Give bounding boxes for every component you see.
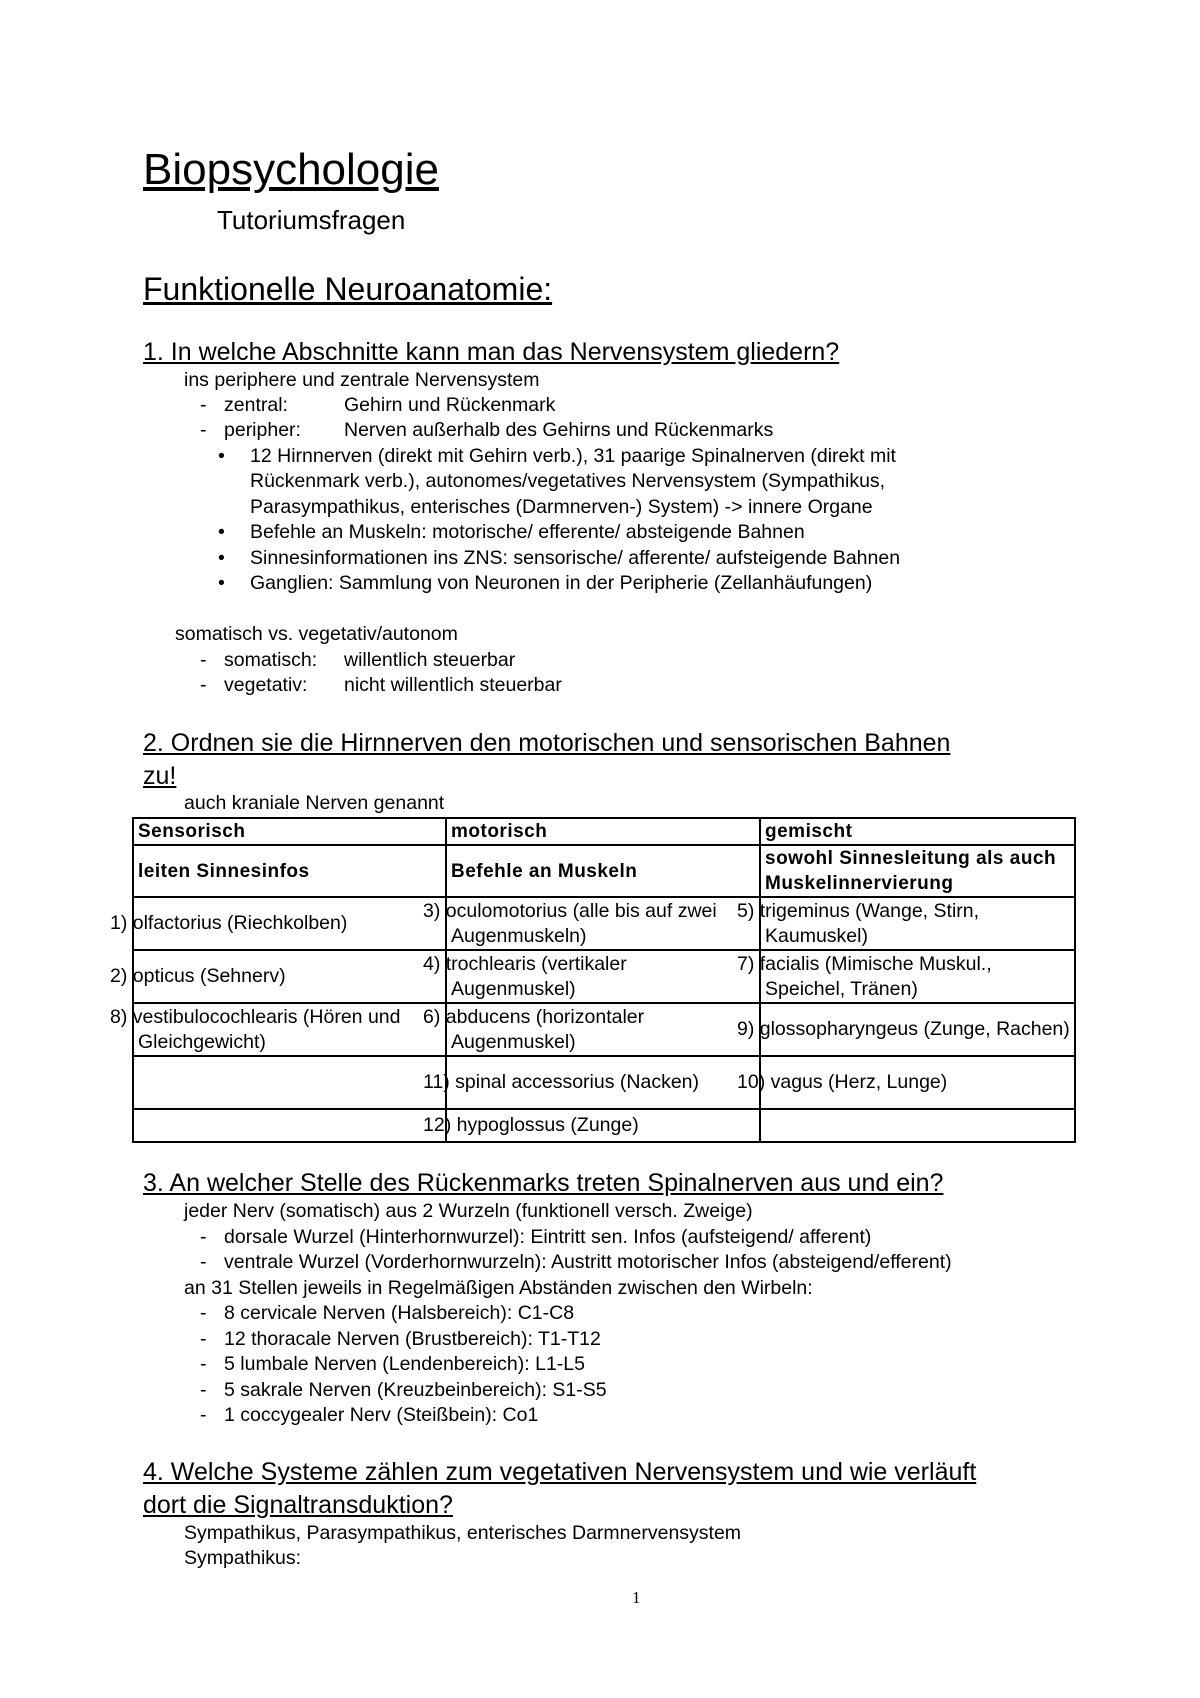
q1-zentral: - zentral: Gehirn und Rückenmark: [200, 394, 556, 416]
table-cell: 1) olfactorius (Riechkolben): [133, 897, 446, 950]
table-row: [133, 1056, 1075, 1109]
table-header: gemischt: [760, 818, 1075, 845]
table-cell: 10) vagus (Herz, Lunge): [760, 1056, 1075, 1109]
peripher-value: Nerven außerhalb des Gehirns und Rückenmarks: [344, 419, 774, 441]
bullet-icon: •: [218, 521, 225, 543]
cranial-nerves-table: [110, 817, 1076, 1143]
table-subheader: leiten Sinnesinfos: [133, 845, 446, 897]
question-3: 3. An welcher Stelle des Rückenmarks treten Spinalnerven aus und ein?: [143, 1169, 944, 1197]
q3-intro-2: an 31 Stellen jeweils in Regelmäßigen Abständen zwischen den Wirbeln:: [184, 1277, 813, 1299]
q1-somatisch: - somatisch: willentlich steuerbar: [200, 649, 516, 671]
table-subheader: sowohl Sinnesleitung als auch Muskelinnervierung: [760, 845, 1075, 897]
table-subheader: Befehle an Muskeln: [446, 845, 760, 897]
q1-somatisch-intro: somatisch vs. vegetativ/autonom: [175, 623, 458, 645]
q4-line-1: Sympathikus, Parasympathikus, enterisches Darmnervensystem: [184, 1522, 742, 1544]
zentral-key: zentral:: [224, 394, 288, 416]
table-header: Sensorisch: [133, 818, 446, 845]
q1-bullet-3: • Sinnesinformationen ins ZNS: sensorische/ afferente/ aufsteigende Bahnen: [218, 547, 901, 569]
table-cell: [760, 1109, 1075, 1142]
table-row: [133, 1109, 1075, 1142]
doc-subtitle: Tutoriumsfragen: [217, 205, 406, 235]
table-header: motorisch: [446, 818, 760, 845]
q3-ventral: - ventrale Wurzel (Vorderhornwurzeln): Austritt motorischer Infos (absteigend/efferent): [200, 1251, 952, 1273]
q1-bullet-1-cont: Parasympathikus, enterisches (Darmnerven-) System) -> innere Organe: [250, 496, 873, 518]
q1-bullet-1-cont: Rückenmark verb.), autonomes/vegetatives Nervensystem (Sympathikus,: [250, 470, 886, 492]
q1-bullet-2: • Befehle an Muskeln: motorische/ efferente/ absteigende Bahnen: [218, 521, 805, 543]
table-cell: 12) hypoglossus (Zunge): [446, 1109, 760, 1142]
q1-bullet-1: • 12 Hirnnerven (direkt mit Gehirn verb.), 31 paarige Spinalnerven (direkt mit: [218, 445, 896, 467]
q1-bullet-4: • Ganglien: Sammlung von Neuronen in der Peripherie (Zellanhäufungen): [218, 572, 873, 594]
table-cell: 4) trochlearis (vertikaler Augenmuskel): [446, 950, 760, 1003]
list-item: - 12 thoracale Nerven (Brustbereich): T1-T12: [200, 1328, 601, 1350]
q2-intro: auch kraniale Nerven genannt: [184, 792, 445, 814]
table-cell: 3) oculomotorius (alle bis auf zwei Augenmuskeln): [446, 897, 760, 950]
q1-vegetativ: - vegetativ: nicht willentlich steuerbar: [200, 674, 562, 696]
table-cell: 9) glossopharyngeus (Zunge, Rachen): [760, 1003, 1075, 1056]
q3-intro: jeder Nerv (somatisch) aus 2 Wurzeln (funktionell versch. Zweige): [184, 1200, 753, 1222]
table-cell: 11) spinal accessorius (Nacken): [446, 1056, 760, 1109]
list-item: - 5 sakrale Nerven (Kreuzbeinbereich): S1-S5: [200, 1379, 607, 1401]
question-2: 2. Ordnen sie die Hirnnerven den motorischen und sensorischen Bahnen zu!: [143, 729, 951, 790]
list-item: - 8 cervicale Nerven (Halsbereich): C1-C8: [200, 1302, 575, 1324]
question-4: 4. Welche Systeme zählen zum vegetativen Nervensystem und wie verläuft dort die Signaltransduktion?: [143, 1458, 977, 1519]
section-title: Funktionelle Neuroanatomie:: [143, 271, 553, 307]
table-cell: 6) abducens (horizontaler Augenmuskel): [446, 1003, 760, 1056]
zentral-value: Gehirn und Rückenmark: [344, 394, 556, 416]
q3-dorsal: - dorsale Wurzel (Hinterhornwurzel): Eintritt sen. Infos (aufsteigend/ afferent): [200, 1226, 872, 1248]
list-item: - 1 coccygealer Nerv (Steißbein): Co1: [200, 1404, 539, 1426]
table-header-row: [133, 818, 1075, 845]
question-1: 1. In welche Abschnitte kann man das Nervensystem gliedern?: [143, 338, 840, 366]
bullet-icon: •: [218, 547, 225, 569]
q1-peripher: - peripher: Nerven außerhalb des Gehirns und Rückenmarks: [200, 419, 774, 441]
table-cell: 5) trigeminus (Wange, Stirn, Kaumuskel): [760, 897, 1075, 950]
table-cell: 2) opticus (Sehnerv): [133, 950, 446, 1003]
table-cell: [133, 1056, 446, 1109]
table-cell: 8) vestibulocochlearis (Hören und Gleichgewicht): [133, 1003, 446, 1056]
table-subheader-row: [133, 845, 1075, 897]
list-item: - 5 lumbale Nerven (Lendenbereich): L1-L5: [200, 1353, 585, 1375]
bullet-icon: •: [218, 572, 225, 594]
table-cell: [133, 1109, 446, 1142]
q1-intro: ins periphere und zentrale Nervensystem: [184, 369, 540, 391]
table-row: [133, 897, 1075, 950]
table-row: [133, 950, 1075, 1003]
page-number: 1: [632, 1588, 641, 1607]
bullet-icon: •: [218, 445, 225, 467]
table-row: [133, 1003, 1075, 1056]
table-cell: 7) facialis (Mimische Muskul., Speichel, Tränen): [760, 950, 1075, 1003]
q4-line-2: Sympathikus:: [184, 1547, 302, 1569]
peripher-key: peripher:: [224, 419, 301, 441]
doc-title: Biopsychologie: [143, 145, 439, 194]
